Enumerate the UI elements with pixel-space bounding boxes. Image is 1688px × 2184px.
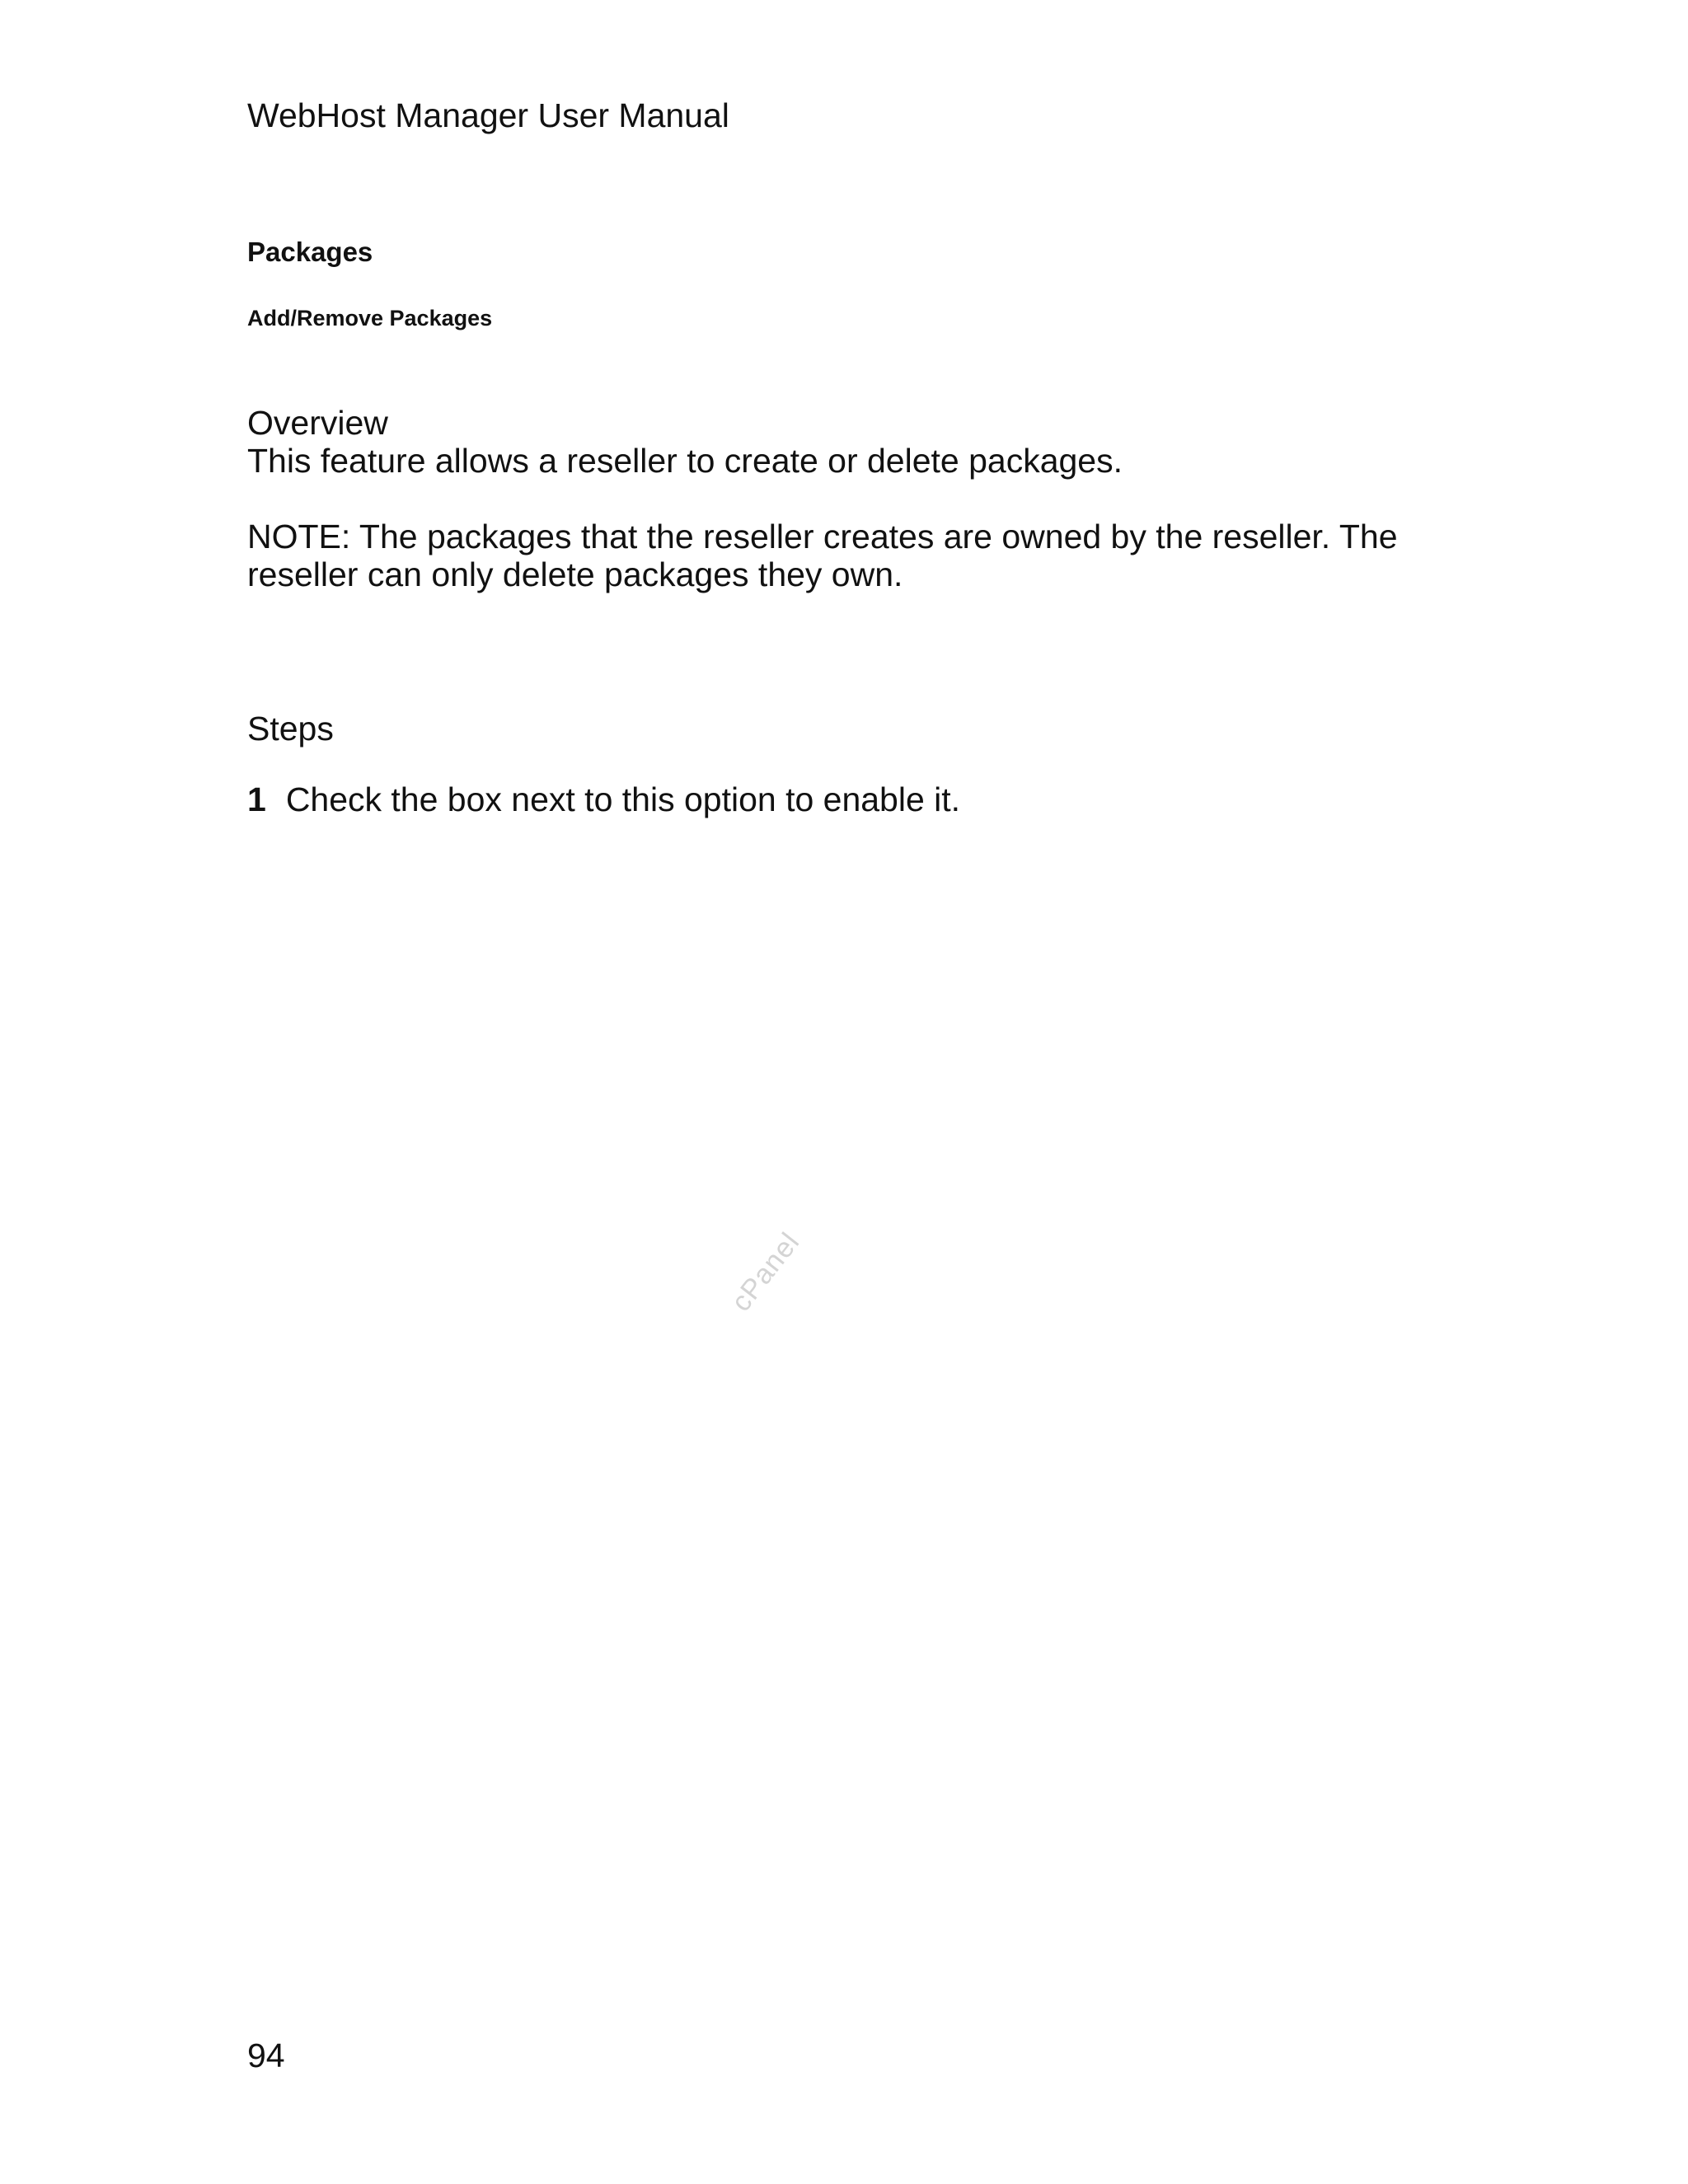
step-item xyxy=(247,780,960,820)
overview-section xyxy=(247,404,1467,593)
page-header: WebHost Manager User Manual xyxy=(247,96,729,134)
step-text: Check the box next to this option to enable it. xyxy=(285,780,961,818)
cpanel-watermark: cPanel xyxy=(725,1226,806,1318)
overview-text: This feature allows a reseller to create or delete packages. xyxy=(247,442,1123,480)
steps-heading: Steps xyxy=(247,710,334,748)
step-number: 1 xyxy=(247,780,266,818)
overview-note: NOTE: The packages that the reseller creates are owned by the reseller. The reseller can only delete packages they own. xyxy=(247,518,1398,593)
page-number: 94 xyxy=(247,2036,285,2074)
overview-heading: Overview xyxy=(247,404,388,442)
section-title: Packages xyxy=(247,237,373,267)
subsection-title: Add/Remove Packages xyxy=(247,306,493,330)
